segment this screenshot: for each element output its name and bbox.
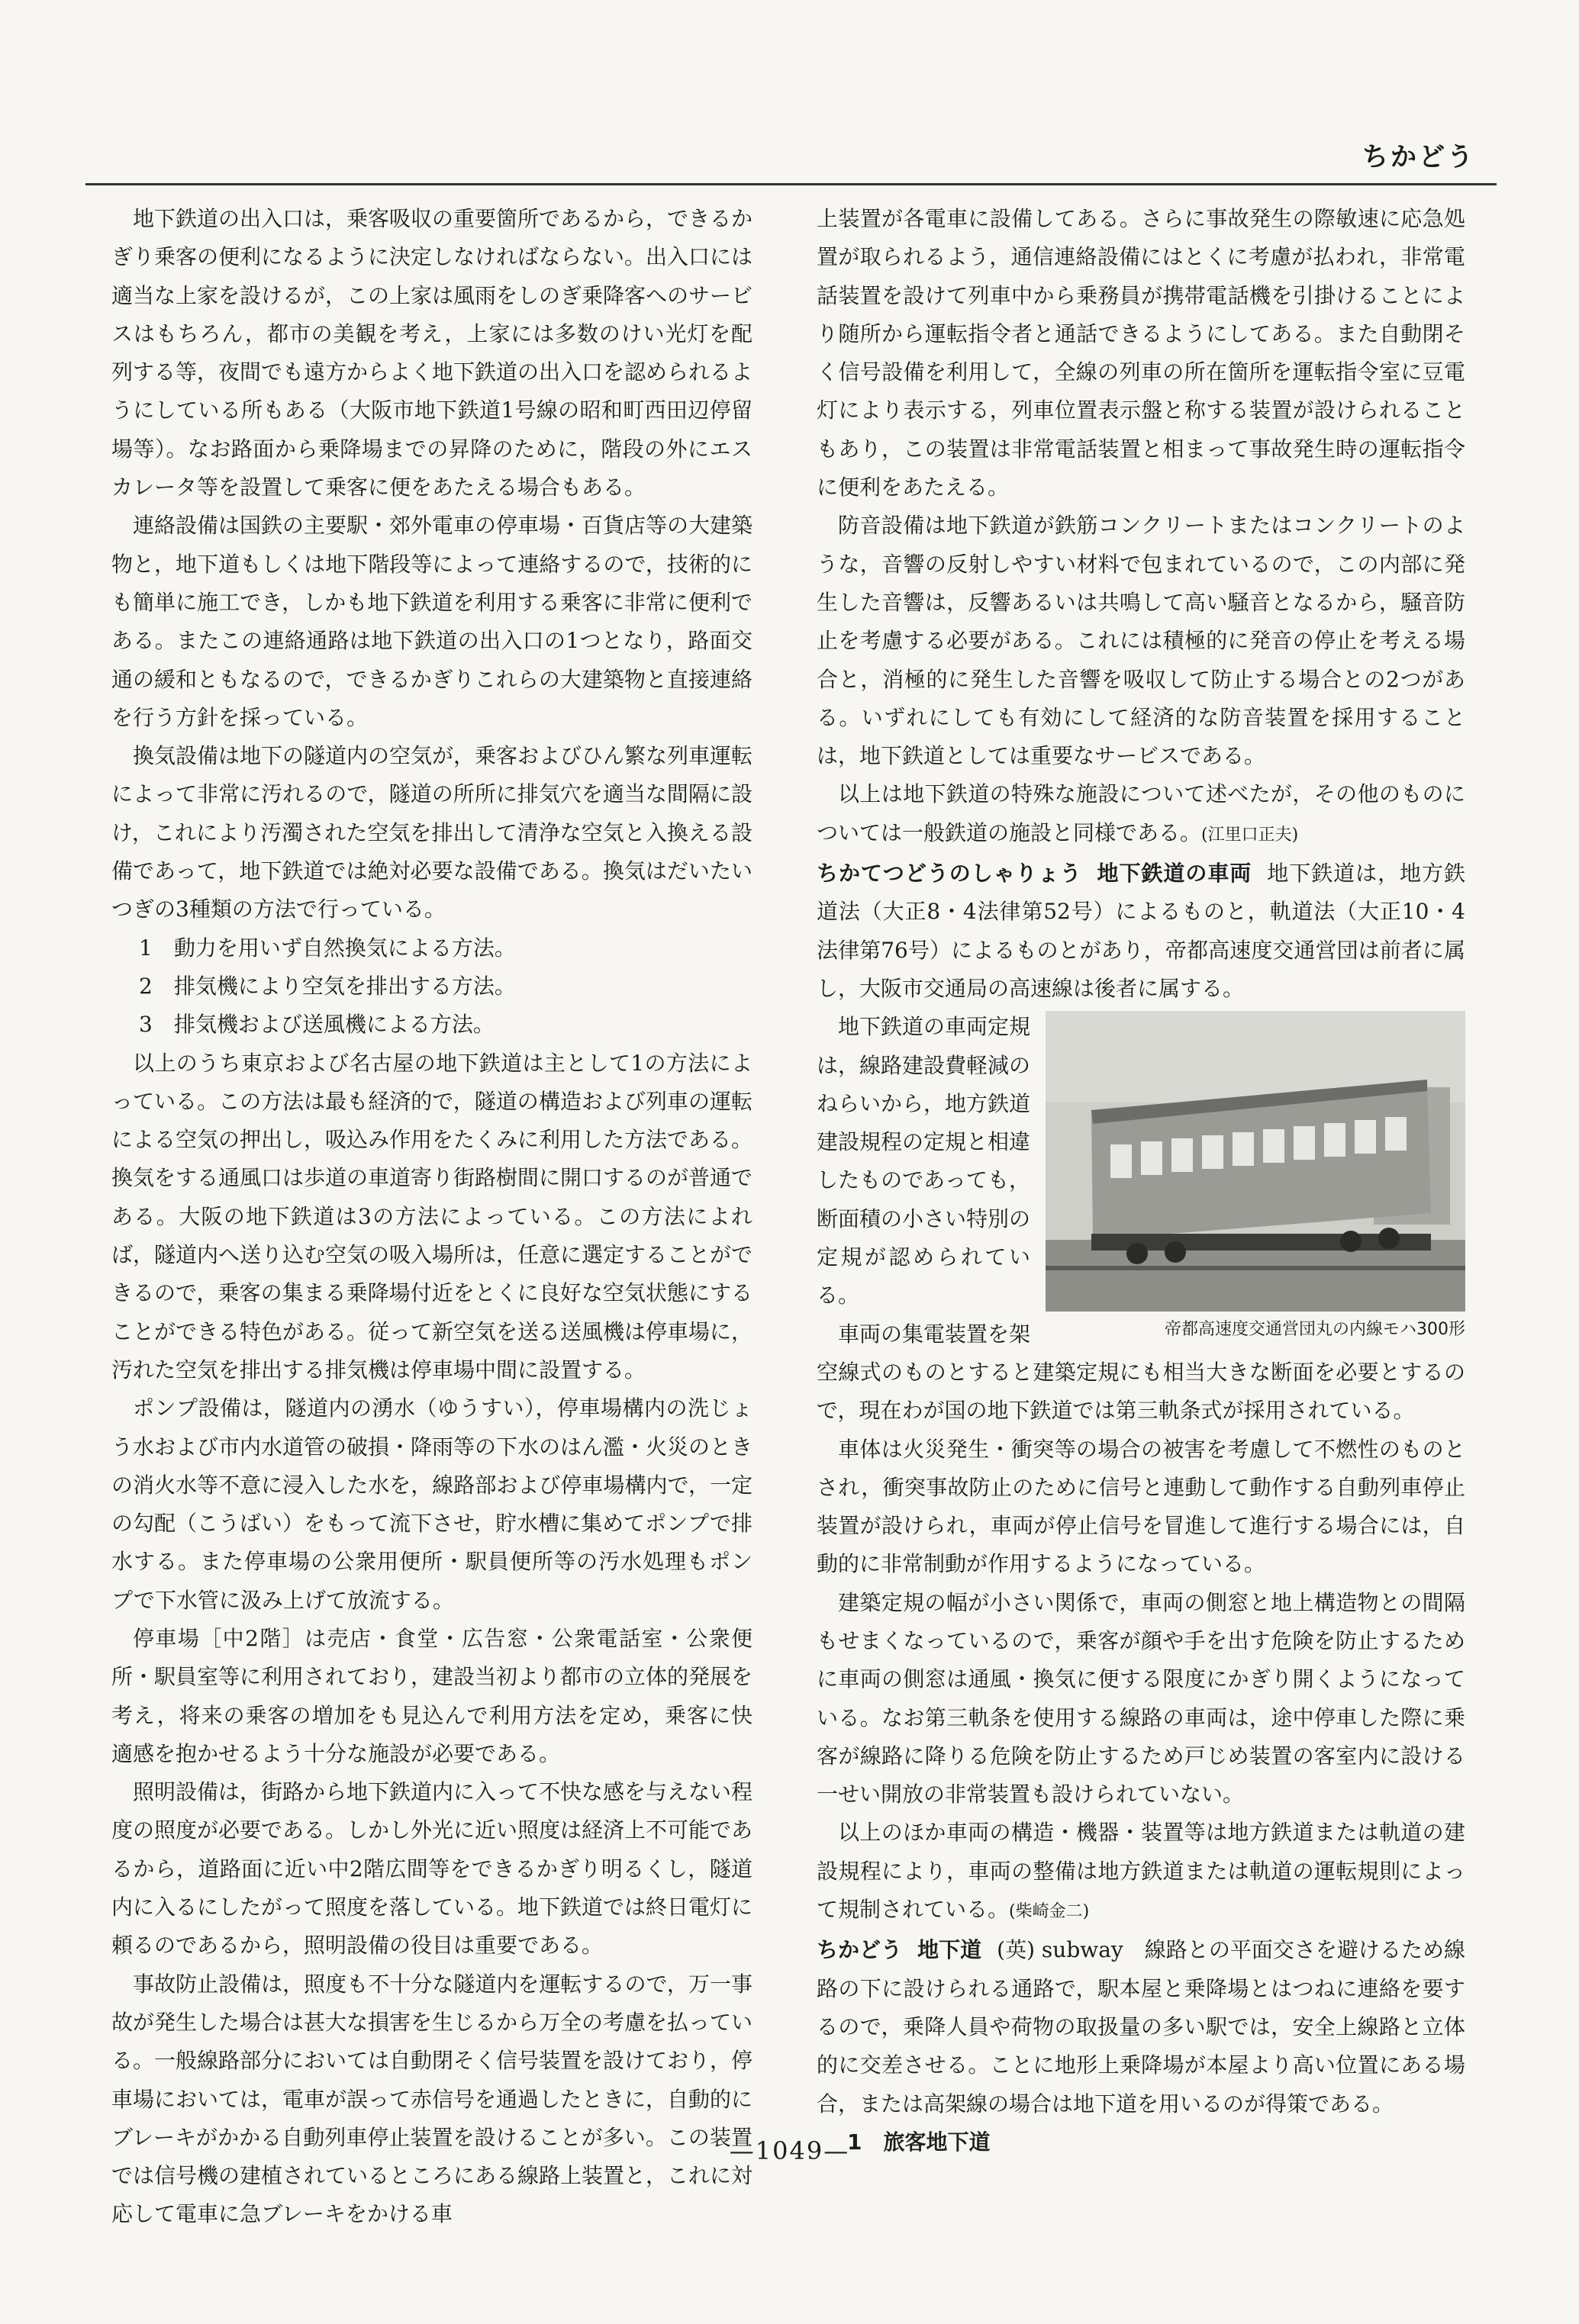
running-head: ちかどう xyxy=(1362,142,1475,172)
paragraph-summary: 以上は地下鉄道の特殊な施設について述べたが，その他のものについては一般鉄道の施設と同様である。(江里口正夫) xyxy=(817,781,1465,845)
list-item: 1 動力を用いず自然換気による方法。 xyxy=(139,935,516,961)
paragraph-entrance: 地下鉄道の出入口は，乗客吸収の重要箇所であるから，できるかぎり乗客の便利になるように決定しなければならない。出入口には適当な上家を設けるが，この上家は風雨をしのぎ乗降客へのサービスはもちろん，都市の美観を考え，上家には多数のけい光灯を配列する等，夜間でも遠方からよく地下鉄道の出入口を認められるようにしている所もある（大阪市地下鉄道1号線の昭和町西田辺停留場等）。なお路面から乗降場までの昇降のために，階段の外にエスカレータ等を設置して乗客に便をあたえる場合もある。 xyxy=(111,206,753,501)
author-name: (柴崎金二) xyxy=(1009,1902,1090,1922)
page-header xyxy=(0,130,1579,191)
entry-heading: ちかてつどうのしゃりょう 地下鉄道の車両 xyxy=(817,861,1252,887)
paragraph-ventilation: 換気設備は地下の隧道内の空気が，乗客およびひん繁な列車運転によって非常に汚れるので，隧道の所所に排気穴を適当な間隔に設け，これにより汚濁された空気を排出して清浄な空気と入換える設備であって，地下鉄道では絶対必要な設備である。換気はだいたいつぎの3種類の方法で行っている。 xyxy=(111,743,753,922)
list-item: 3 排気機および送風機による方法。 xyxy=(139,1012,495,1038)
entry-underpass xyxy=(817,1931,1465,2123)
figure xyxy=(1046,1011,1465,1344)
paragraph-accident-prevention: 事故防止設備は，照度も不十分な隧道内を運転するので，万一事故が発生した場合は甚大な損害を生じるから万全の考慮を払っている。一般線路部分においては自動閉そく信号装置を設けており，停車場においては，電車が誤って赤信号を通過したときに，自動的にブレーキがかかる自動列車停止装置を設けることが多い。この装置では信号機の建植されているところにある線路上装置と，これに対応して電車に急ブレーキをかける車 xyxy=(111,1971,753,2227)
paragraph-mezzanine: 停車場［中2階］は売店・食堂・広告窓・公衆電話室・公衆便所・駅員室等に利用されており，建設当初より都市の立体的発展を考え，将来の乗客の増加をも見込んで利用方法を定め，乗客に快適感を抱かせるよう十分な施設が必要である。 xyxy=(111,1625,753,1766)
paragraph-vehicle-gauge: 地下鉄道の車両定規は，線路建設費軽減のねらいから，地方鉄道建設規程の定規と相違したものであっても，断面積の小さい特別の定規が認められている。 xyxy=(817,1014,1031,1308)
paragraph-continued: 上装置が各電車に設備してある。さらに事故発生の際敏速に応急処置が取られるよう，通信連絡設備にはとくに考慮が払われ，非常電話装置を設けて列車中から乗務員が携帯電話機を引掛けることにより随所から運転指令者と通話できるようにしてある。また自動閉そく信号設備を利用して，全線の列車の所在箇所を運転指令室に豆電灯により表示する，列車位置表示盤と称する装置が設けられることもあり，この装置は非常電話装置と相まって事故発生時の運転指令に便利をあたえる。 xyxy=(817,206,1465,501)
list-item: 2 排気機により空気を排出する方法。 xyxy=(139,973,516,999)
entry-body: 地下鉄道は，地方鉄道法（大正8・4法律第52号）によるものと，軌道法（大正10・4法律第76号）によるものとがあり，帝都高速度交通営団は前者に属し，大阪市交通局の高速線は後者に属する。 xyxy=(817,861,1465,1001)
author-name: (江里口正夫) xyxy=(1201,825,1299,845)
entry-body: (英) subway 線路との平面交さを避けるため線路の下に設けられる通路で，駅本屋と乗降場とはつねに連絡を要するので，乗降人員や荷物の取扱量の多い駅では，安全上線路と立体的に交差させる。ことに地形上乗降場が本屋より高い位置にある場合，または高架線の場合は地下道を用いるのが得策である。 xyxy=(817,1937,1465,2116)
train-photo xyxy=(1046,1011,1465,1312)
entry-vehicles xyxy=(817,855,1465,1008)
paragraph-regulations: 以上のほか車両の構造・機器・装置等は地方鉄道または軌道の建設規程により，車両の整備は地方鉄道または軌道の運転規則によって規制されている。(柴崎金二) xyxy=(817,1820,1465,1923)
paragraph-ventilation-methods: 以上のうち東京および名古屋の地下鉄道は主として1の方法によっている。この方法は最も経済的で，隧道の構造および列車の運転による空気の押出し，吸込み作用をたくみに利用した方法である。換気をする通風口は歩道の車道寄り街路樹間に開口するのが普通である。大阪の地下鉄道は3の方法によっている。この方法によれば，隧道内へ送り込む空気の吸入場所は，任意に選定することができるので，乗客の集まる乗降場付近をとくに良好な空気状態にすることができる特色がある。従って新空気を送る送風機は停車場に，汚れた空気を排出する排気機は停車場中間に設置する。 xyxy=(111,1050,753,1382)
paragraph-side-windows: 建築定規の幅が小さい関係で，車両の側窓と地上構造物との間隔もせまくなっているので，乗客が顔や手を出す危険を防止するために車両の側窓は通風・換気に便する限度にかぎり開くようになっている。なお第三軌条を使用する線路の車両は，途中停車した際に乗客が線路に降りる危険を防止するため戸じめ装置の客室内に設ける一せい開放の非常装置も設けられていない。 xyxy=(817,1589,1465,1807)
subheading-passenger-underpass: 1 旅客地下道 xyxy=(847,2129,991,2155)
entry-heading: ちかどう 地下道 xyxy=(817,1937,982,1963)
paragraph-connection: 連絡設備は国鉄の主要駅・郊外電車の停車場・百貨店等の大建築物と，地下道もしくは地下階段等によって連絡するので，技術的にも簡単に施工でき，しかも地下鉄道を利用する乗客に非常に便利である。またこの連絡通路は地下鉄道の出入口の1つとなり，路面交通の緩和ともなるので，できるかぎりこれらの大建築物と直接連絡を行う方針を採っている。 xyxy=(111,513,753,730)
header-rule xyxy=(85,183,1497,185)
paragraph-soundproofing: 防音設備は地下鉄道が鉄筋コンクリートまたはコンクリートのような，音響の反射しやすい材料で包まれているので，この内部に発生した音響は，反響あるいは共鳴して高い騒音となるから，騒音防止を考慮する必要がある。これには積極的に発音の停止を考える場合と，消極的に発生した音響を吸収して防止する場合との2つがある。いずれにしても有効にして経済的な防音装置を採用することは，地下鉄道としては重要なサービスである。 xyxy=(817,513,1465,769)
figure-caption: 帝都高速度交通営団丸の内線モハ300形 xyxy=(1165,1320,1465,1340)
left-column xyxy=(111,200,753,2227)
paragraph-car-body: 車体は火災発生・衝突等の場合の被害を考慮して不燃性のものとされ，衝突事故防止のために信号と連動して動作する自動列車停止装置が設けられ，車両が停止信号を冒進して進行する場合には，自動的に非常制動が作用するようになっている。 xyxy=(817,1436,1465,1577)
paragraph-lighting: 照明設備は，街路から地下鉄道内に入って不快な感を与えない程度の照度が必要である。しかし外光に近い照度は経済上不可能であるから，道路面に近い中2階広間等をできるかぎり明るくし，隧道内に入るにしたがって照度を落している。地下鉄道では終日電灯に頼るのであるから，照明設備の役目は重要である。 xyxy=(111,1779,753,1959)
paragraph-pump: ポンプ設備は，隧道内の湧水（ゆうすい），停車場構内の洗じょう水および市内水道管の破損・降雨等の下水のはん濫・火災のときの消火水等不意に浸入した水を，線路部および停車場構内で，一定の勾配（こうばい）をもって流下させ，貯水槽に集めてポンプで排水する。また停車場の公衆用便所・駅員便所等の汚水処理もポンプで下水管に汲み上げて放流する。 xyxy=(111,1395,753,1613)
paragraph-current-collection: 車両の集電装置を架空線式のものとすると建築定規にも相当大きな断面を必要とするので，現在わが国の地下鉄道では第三軌条式が採用されている。 xyxy=(817,1321,1465,1424)
right-column xyxy=(817,200,1465,2155)
page-number: —1049— xyxy=(729,2136,850,2165)
